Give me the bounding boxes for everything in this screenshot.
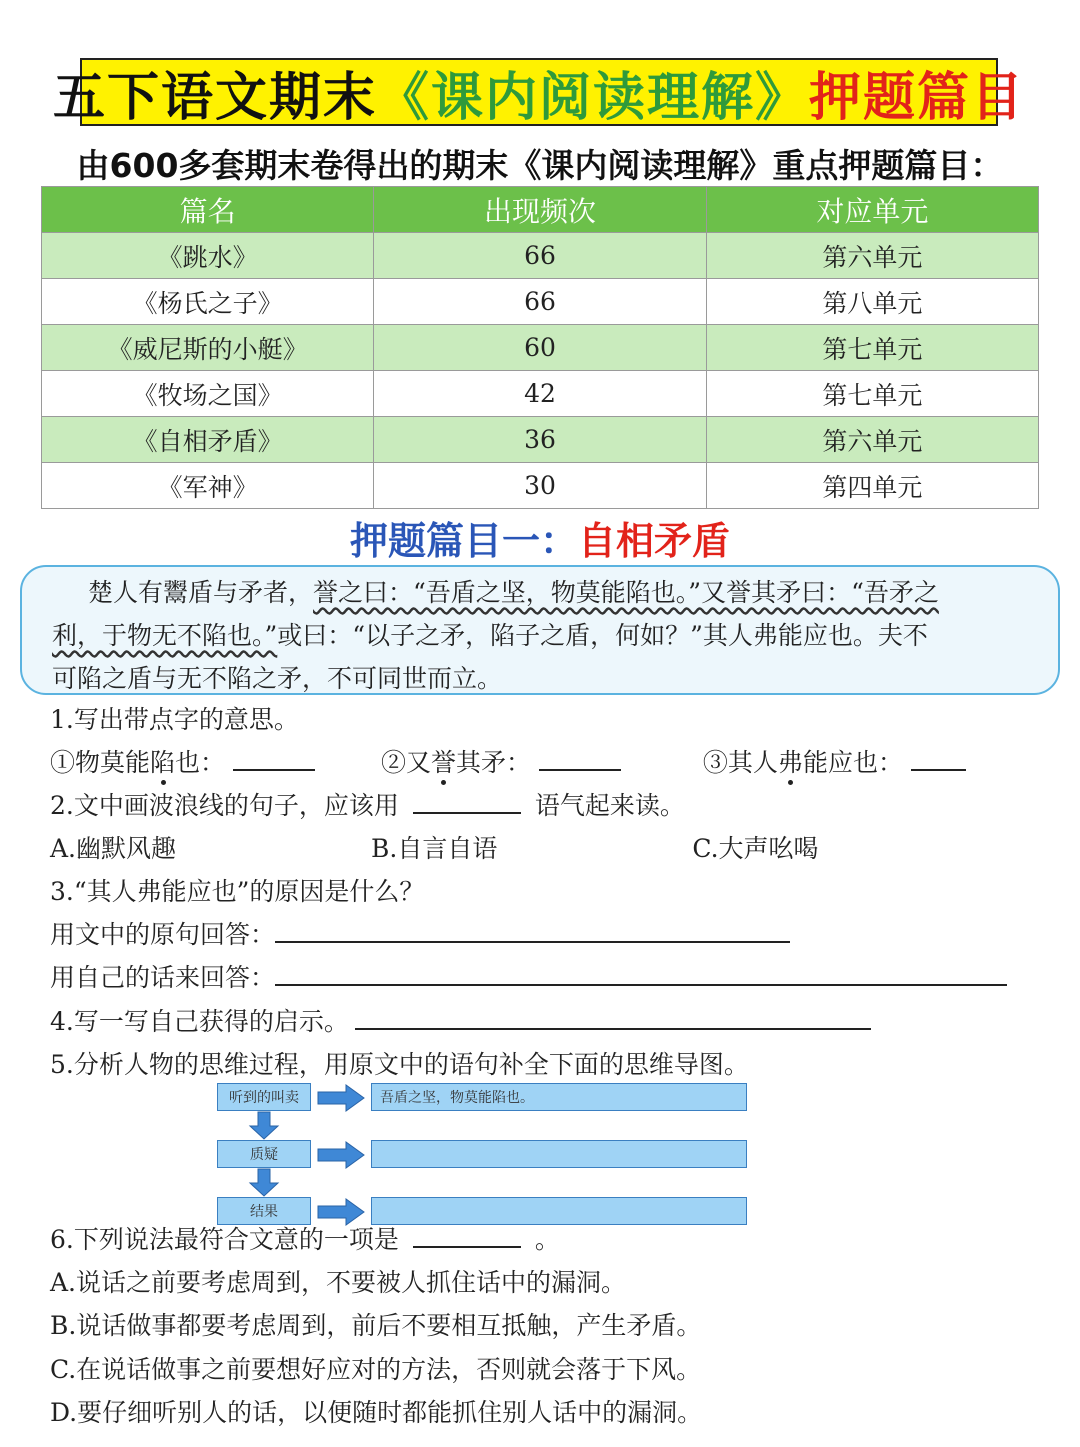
passage-box xyxy=(20,565,1060,695)
option-a: A.幽默风趣 xyxy=(50,834,177,863)
table-row xyxy=(42,279,1039,325)
question-5: 5.分析人物的思维过程，用原文中的语句补全下面的思维导图。 xyxy=(50,1050,749,1079)
q1a-text-end: 也： xyxy=(175,748,226,777)
question-1-items xyxy=(50,743,966,779)
cell-frequency: 42 xyxy=(374,371,706,417)
q6-text: 6.下列说法最符合文意的一项是 xyxy=(50,1225,399,1254)
cell-title: 《跳水》 xyxy=(42,233,374,279)
option-c: C.在说话做事之前要想好应对的方法，否则就会落于下风。 xyxy=(50,1355,702,1384)
cell-unit: 第七单元 xyxy=(706,325,1038,371)
question-3b xyxy=(50,958,1007,994)
q2-text: 2.文中画波浪线的句子，应该用 xyxy=(50,791,399,820)
answer-blank[interactable] xyxy=(233,751,315,771)
header-unit: 对应单元 xyxy=(706,187,1038,233)
q1c-text: ③其人 xyxy=(702,748,778,777)
q1b-text: ②又 xyxy=(380,748,431,777)
cell-frequency: 30 xyxy=(374,463,706,509)
question-2 xyxy=(50,786,685,822)
passage-text: 楚人有鬻盾与矛者， xyxy=(88,578,314,607)
cell-unit: 第六单元 xyxy=(706,233,1038,279)
mindmap-step3: 结果 xyxy=(217,1197,311,1225)
cell-unit: 第八单元 xyxy=(706,279,1038,325)
cell-title: 《军神》 xyxy=(42,463,374,509)
q4-text: 4.写一写自己获得的启示。 xyxy=(50,1007,349,1036)
subtitle: 由600多套期末卷得出的期末《课内阅读理解》重点押题篇目： xyxy=(76,146,1004,185)
dotted-char: 弗 xyxy=(777,748,803,777)
q2-text-end: 语气起来读。 xyxy=(534,791,685,820)
answer-blank[interactable] xyxy=(911,751,966,771)
cell-title: 《牧场之国》 xyxy=(42,371,374,417)
question-2-options xyxy=(50,829,819,865)
page-title xyxy=(52,58,1026,128)
cell-title: 《威尼斯的小艇》 xyxy=(42,325,374,371)
title-part1: 五下语文期末 xyxy=(52,67,377,128)
question-6 xyxy=(50,1220,560,1256)
mindmap-answer1: 吾盾之坚，物莫能陷也。 xyxy=(371,1083,747,1111)
question-3: 3.“其人弗能应也”的原因是什么？ xyxy=(50,877,425,906)
option-b: B.自言自语 xyxy=(371,834,498,863)
passage-text: 或曰：“以子之矛，陷子之盾，何如？”其人弗能应也。夫不 xyxy=(277,621,928,650)
section-name: 自相矛盾 xyxy=(578,519,731,563)
cell-unit: 第六单元 xyxy=(706,417,1038,463)
q1b-text-end: 其矛： xyxy=(455,748,531,777)
question-1: 1.写出带点字的意思。 xyxy=(50,705,299,734)
question-3a xyxy=(50,915,790,951)
q3b-text: 用自己的话来回答： xyxy=(50,963,276,992)
title-part2: 《课内阅读理解》 xyxy=(377,67,810,128)
q3a-text: 用文中的原句回答： xyxy=(50,920,276,949)
table-row xyxy=(42,371,1039,417)
cell-frequency: 66 xyxy=(374,279,706,325)
dotted-char: 陷 xyxy=(150,748,176,777)
title-part3: 押题篇目 xyxy=(809,67,1026,128)
question-4 xyxy=(50,1002,871,1038)
mindmap-step1: 听到的叫卖 xyxy=(217,1083,311,1111)
frequency-table xyxy=(41,186,1039,509)
option-b: B.说话做事都要考虑周到，前后不要相互抵触，产生矛盾。 xyxy=(50,1311,702,1340)
mindmap-answer2[interactable] xyxy=(371,1140,747,1168)
answer-blank[interactable] xyxy=(539,751,621,771)
table-row xyxy=(42,233,1039,279)
cell-title: 《自相矛盾》 xyxy=(42,417,374,463)
cell-frequency: 66 xyxy=(374,233,706,279)
mindmap-step2: 质疑 xyxy=(217,1140,311,1168)
answer-blank[interactable] xyxy=(413,794,521,814)
option-c: C.大声吆喝 xyxy=(692,834,819,863)
passage-text: 可陷之盾与无不陷之矛，不可同世而立。 xyxy=(52,664,503,693)
cell-unit: 第四单元 xyxy=(706,463,1038,509)
right-arrow-icon xyxy=(316,1083,366,1113)
cell-frequency: 60 xyxy=(374,325,706,371)
cell-unit: 第七单元 xyxy=(706,371,1038,417)
option-a: A.说话之前要考虑周到，不要被人抓住话中的漏洞。 xyxy=(50,1268,627,1297)
q1c-text-end: 能应也： xyxy=(802,748,903,777)
right-arrow-icon xyxy=(316,1140,366,1170)
answer-blank[interactable] xyxy=(413,1228,521,1248)
header-title: 篇名 xyxy=(42,187,374,233)
table-header-row xyxy=(42,187,1039,233)
section-heading xyxy=(0,510,1080,565)
cell-title: 《杨氏之子》 xyxy=(42,279,374,325)
wavy-sentence-end: 利，于物无不陷也。” xyxy=(52,621,278,650)
dotted-char: 誉 xyxy=(430,748,456,777)
table-row xyxy=(42,325,1039,371)
wavy-sentence: 誉之曰：“吾盾之坚，物莫能陷也。”又誉其矛曰：“吾矛之 xyxy=(313,578,939,607)
answer-line[interactable] xyxy=(275,966,1007,986)
down-arrow-icon xyxy=(248,1111,280,1140)
section-label: 押题篇目一： xyxy=(349,519,578,563)
down-arrow-icon xyxy=(248,1168,280,1197)
answer-line[interactable] xyxy=(275,923,790,943)
table-row xyxy=(42,417,1039,463)
header-frequency: 出现频次 xyxy=(374,187,706,233)
q1a-text: ①物莫能 xyxy=(50,748,151,777)
cell-frequency: 36 xyxy=(374,417,706,463)
table-row xyxy=(42,463,1039,509)
answer-line[interactable] xyxy=(355,1010,871,1030)
option-d: D.要仔细听别人的话，以便随时都能抓住别人话中的漏洞。 xyxy=(50,1398,703,1427)
q6-text-end: 。 xyxy=(534,1225,560,1254)
